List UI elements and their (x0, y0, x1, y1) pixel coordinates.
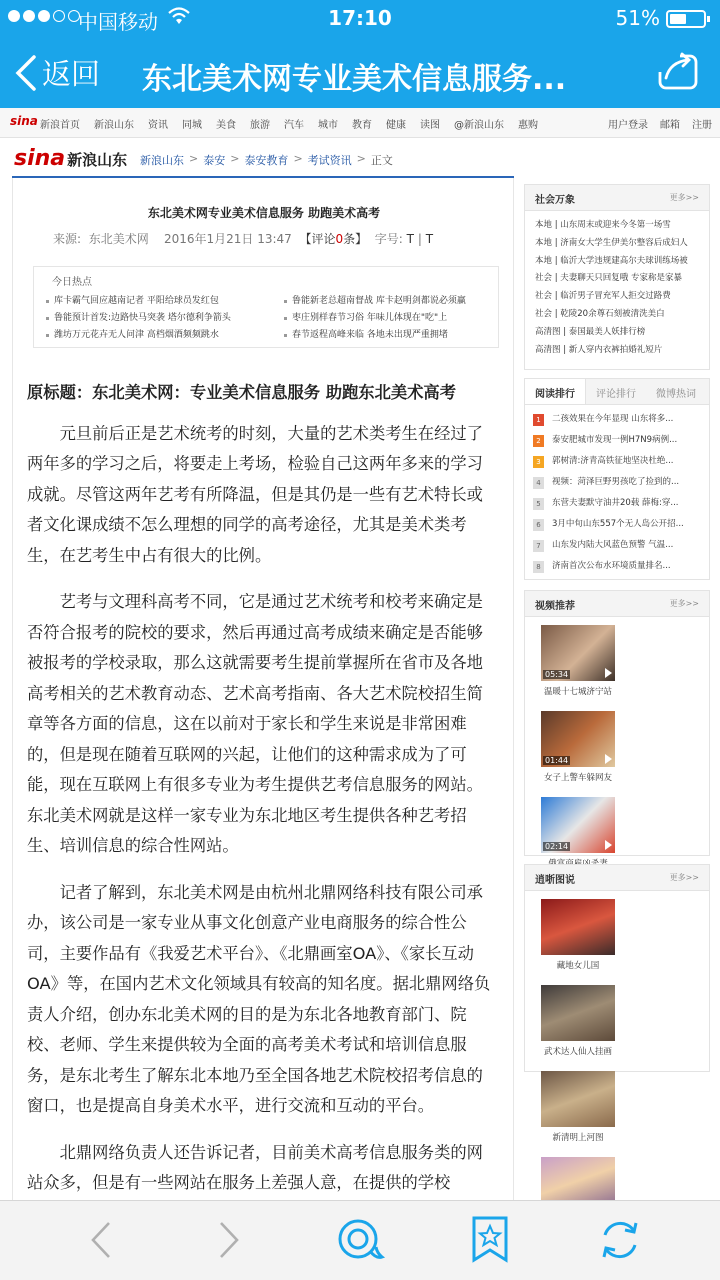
user-link[interactable]: 注册 (692, 120, 712, 131)
channel-link[interactable]: 旅游 (250, 120, 270, 131)
ranking-item-text: 二孩效果在今年显现 山东将多... (552, 414, 674, 424)
photo-caption: 武术达人仙人挂画 (543, 1047, 612, 1057)
browser-toolbar (0, 1200, 720, 1280)
play-icon (605, 668, 612, 678)
channel-link[interactable]: 新浪首页 (40, 120, 80, 131)
forward-arrow-icon[interactable] (216, 1219, 242, 1261)
ranking-item-text: 济南首次公布水环境质量排名... (552, 561, 671, 571)
rank-number-badge: 5 (533, 498, 544, 510)
paragraph: 北鼎网络负责人还告诉记者，目前美术高考信息服务类的网站众多，但是有一些网站在服务上差强人意，在提供的学校 (27, 1142, 483, 1192)
photo-thumbnail[interactable] (541, 899, 615, 955)
society-news-link[interactable]: 高清图 | 新人穿内衣裤拍婚礼短片 (535, 344, 663, 355)
society-news-link[interactable]: 高清图 | 泰国最美人妖排行榜 (535, 326, 646, 337)
article-meta: 来源: 东北美术网 2016年1月21日 13:47 【评论0条】 字号: T | T (53, 232, 434, 246)
hot-news-link[interactable]: 鲁能预计首发:边路快马突袭 塔尔德利争箭头 (44, 310, 231, 327)
hot-news-link[interactable]: 春节返程高峰来临 各地未出现严重拥堵 (282, 327, 466, 344)
ranking-list (525, 405, 709, 577)
hot-news-link[interactable]: 潍坊万元花卉无人问津 高档烟酒频频跳水 (44, 327, 231, 344)
sina-small-logo: sina (10, 114, 38, 128)
channel-link[interactable]: 教育 (352, 120, 372, 131)
refresh-icon[interactable] (598, 1217, 642, 1263)
hot-news-link[interactable]: 枣庄别样春节习俗 年味儿体现在"吃"上 (282, 310, 466, 327)
user-link[interactable]: 邮箱 (660, 120, 680, 131)
status-time: 17:10 (328, 6, 392, 30)
article-body (27, 378, 499, 1215)
breadcrumb-separator: > (230, 152, 240, 165)
tab-ranking[interactable]: 阅读排行 (525, 379, 586, 404)
ranking-panel (524, 378, 710, 580)
rank-number-badge: 3 (533, 456, 544, 468)
video-caption: 女子上警车躲网友 (543, 773, 612, 783)
more-link[interactable]: 更多>> (669, 873, 699, 882)
carrier-name: 中国移动 (78, 10, 158, 34)
status-bar (0, 0, 720, 38)
ranking-item-text: 东营夫妻默守油井20载 薛梅:穿... (552, 498, 679, 508)
video-duration: 02:14 (545, 842, 569, 851)
top-bar (0, 0, 720, 108)
panel-title: 视频推荐 (535, 601, 575, 612)
ranking-item-text: 泰安肥城市发现一例H7N9病例... (552, 435, 678, 445)
sina-shandong-logo[interactable]: sina 新浪山东 (14, 146, 128, 171)
video-thumbnail[interactable] (541, 711, 615, 767)
hot-news-link[interactable]: 库卡霸气回应越南记者 平阳给球员发红包 (44, 293, 231, 310)
video-item[interactable] (535, 625, 621, 711)
society-news-list (525, 211, 709, 359)
tab-ranking[interactable]: 评论排行 (596, 389, 636, 400)
ranking-item[interactable] (533, 556, 703, 577)
panel-title: 逍哳图说 (535, 875, 575, 886)
source-name[interactable]: 东北美术网 (88, 232, 149, 246)
font-size-label: 字号: (374, 232, 403, 246)
breadcrumb-item[interactable]: 泰安 (203, 154, 226, 167)
society-news-link[interactable]: 本地 | 济南女大学生伊美尔整容后成妇人 (535, 237, 688, 248)
ranking-item-text: 3月中旬山东557个无人岛公开招... (552, 519, 684, 529)
back-button[interactable] (14, 52, 100, 93)
ranking-item[interactable] (533, 409, 703, 430)
play-icon (605, 754, 612, 764)
society-news-link[interactable]: 社会 | 临沂男子冒充军人拒交过路费 (535, 291, 671, 302)
channel-link[interactable]: 读图 (420, 120, 440, 131)
hot-list-right (282, 293, 466, 344)
photo-grid (525, 891, 709, 1243)
battery-percent: 51% (615, 6, 660, 30)
ranking-item[interactable] (533, 472, 703, 493)
channel-link[interactable]: 惠购 (518, 120, 538, 131)
comment-link[interactable]: 【评论0条】 (299, 232, 368, 246)
channel-link[interactable]: 资讯 (148, 120, 168, 131)
ranking-tabs (525, 379, 709, 405)
society-news-link[interactable]: 社会 | 夫妻聊天只回复哦 专家称是家暴 (535, 273, 682, 284)
channel-link[interactable]: 城市 (318, 120, 338, 131)
breadcrumb-separator: > (356, 152, 366, 165)
ranking-item[interactable] (533, 451, 703, 472)
video-panel (524, 590, 710, 856)
photo-item[interactable] (535, 985, 621, 1071)
panel-title: 社会万象 (535, 195, 575, 206)
ranking-item[interactable] (533, 514, 703, 535)
back-label: 返回 (42, 57, 101, 91)
channel-link[interactable]: 新浪山东 (94, 120, 134, 131)
photo-caption: 新清明上河图 (552, 1133, 604, 1143)
publish-date: 2016年1月21日 13:47 (163, 232, 292, 246)
society-news-link[interactable]: 社会 | 乾陵20余尊石刻被清洗美白 (535, 308, 665, 319)
rank-number-badge: 2 (533, 435, 544, 447)
channel-link[interactable]: 同城 (182, 120, 202, 131)
bookmark-star-icon[interactable] (470, 1215, 510, 1263)
photo-item[interactable] (535, 1071, 621, 1157)
society-news-link[interactable]: 本地 | 临沂大学违规建高尔夫球训练场被 (535, 255, 688, 266)
ranking-item[interactable] (533, 535, 703, 556)
video-duration: 05:34 (545, 670, 569, 679)
paragraph: 记者了解到，东北美术网是由杭州北鼎网络科技有限公司承办，该公司是一家专业从事文化创意产业电商服务的综合性公司，主要作品有《我爱艺术平台》、《北鼎画室OA》、《家长互动OA》等，在国内艺术文化领域具有较高的知名度。据北鼎网络负责人介绍，创办东北美术网的目的是为东北各地教育部门、院校、老师、学生来提供较为全面的高考美术考试和培训信息服务，是东北考生了解东北本地乃至全国各地艺术院校招考信息的窗口，也是提高自身美术水平，进行交流和互动的平台。 (27, 882, 491, 1115)
paragraph: 元旦前后正是艺术统考的时刻，大量的艺术类考生在经过了两年多的学习之后，将要走上考场，检验自己这两年多来的学习成就。尽管这两年艺考有所降温，但是其仍是一些有艺术特长或者文化课成绩不怎么理想的同学的高考途径，尤其是美术类考生，在艺考生中占有很大的比例。 (27, 423, 483, 565)
article-column (12, 178, 514, 1208)
rank-number-badge: 1 (533, 414, 544, 426)
hot-news-link[interactable]: 鲁能新老总超南督战 库卡赵明剑都说必须赢 (282, 293, 466, 310)
share-icon[interactable] (656, 52, 700, 92)
rank-number-badge: 6 (533, 519, 544, 531)
article-title: 东北美术网专业美术信息服务 助跑美术高考 (147, 206, 381, 220)
ranking-item[interactable] (533, 430, 703, 451)
breadcrumb-item[interactable]: 考试资讯 (307, 154, 352, 167)
sina-channel-links (40, 116, 552, 131)
paragraph: 艺考与文理科高考不同，它是通过艺术统考和校考来确定是否符合报考的院校的要求，然后再通过高考成绩来确定是否能够被报考的学校录取，那么这就需要考生提前掌握所在省市及各地高考相关的艺术教育动态、艺术高考指南、各大艺术院校招生简章等各方面的信息，这在以前对于家长和学生来说是非常困难的，但是现在随着互联网的兴起，让他们的这种需求成为了可能，现在互联网上有很多专业为考生提供艺考信息服务的网站。东北美术网就是这样一家专业为东北地区考生提供各种艺考招生、培训信息的综合性网站。 (27, 592, 483, 855)
society-news-link[interactable]: 本地 | 山东周末或迎来今冬第一场雪 (535, 220, 671, 230)
rank-number-badge: 8 (533, 561, 544, 573)
photo-panel (524, 864, 710, 1143)
photo-thumbnail[interactable] (541, 985, 615, 1041)
source-label: 来源: (53, 232, 82, 246)
rank-number-badge: 4 (533, 477, 544, 489)
breadcrumb (140, 152, 393, 168)
tab-ranking[interactable]: 微博热词 (656, 389, 696, 400)
chevron-left-icon (14, 54, 38, 92)
breadcrumb-item[interactable]: 泰安教育 (244, 154, 289, 167)
more-link[interactable]: 更多>> (669, 599, 699, 608)
breadcrumb-item[interactable]: 新浪山东 (140, 154, 184, 167)
photo-thumbnail[interactable] (541, 1071, 615, 1127)
ranking-item-text: 视频：菏泽巨野男孩吃了捡到的... (552, 477, 680, 487)
chat-icon[interactable] (336, 1217, 386, 1265)
battery-icon (666, 10, 706, 28)
video-thumbnail[interactable] (541, 625, 615, 681)
hot-list-left (44, 293, 231, 344)
channel-link[interactable]: 美食 (216, 120, 236, 131)
original-title: 原标题：东北美术网：专业美术信息服务 助跑东北美术高考 (27, 383, 456, 402)
video-caption: 温暖十七城济宁站 (543, 687, 612, 697)
play-icon (605, 840, 612, 850)
channel-link[interactable]: 汽车 (284, 120, 304, 131)
ranking-item-text: 山东发内陆大风蓝色预警 气温... (552, 540, 674, 550)
sina-user-links (596, 116, 712, 131)
channel-link[interactable]: 健康 (386, 120, 406, 131)
font-large-button[interactable]: T (406, 232, 414, 246)
photo-caption: 藏地女儿国 (556, 961, 600, 971)
breadcrumb-separator: > (293, 152, 303, 165)
photo-item[interactable] (535, 899, 621, 985)
hot-title: 今日热点 (52, 277, 92, 288)
more-link[interactable]: 更多>> (669, 193, 699, 202)
rank-number-badge: 7 (533, 540, 544, 552)
ranking-item-text: 郭树清:济青高铁征地坚决杜绝... (552, 456, 674, 466)
user-link[interactable]: 用户登录 (608, 120, 648, 131)
video-item[interactable] (535, 711, 621, 797)
video-duration: 01:44 (545, 756, 569, 765)
page-title: 东北美术网专业美术信息服务... (142, 62, 567, 97)
breadcrumb-separator: > (189, 152, 199, 165)
sina-top-nav (0, 108, 720, 138)
breadcrumb-item: 正文 (370, 154, 393, 167)
society-panel (524, 184, 710, 370)
video-thumbnail[interactable] (541, 797, 615, 853)
channel-link[interactable]: @新浪山东 (454, 120, 504, 131)
font-small-button[interactable]: T (425, 232, 434, 246)
today-hot-box (33, 266, 499, 348)
back-arrow-icon[interactable] (88, 1219, 114, 1261)
ranking-item[interactable] (533, 493, 703, 514)
